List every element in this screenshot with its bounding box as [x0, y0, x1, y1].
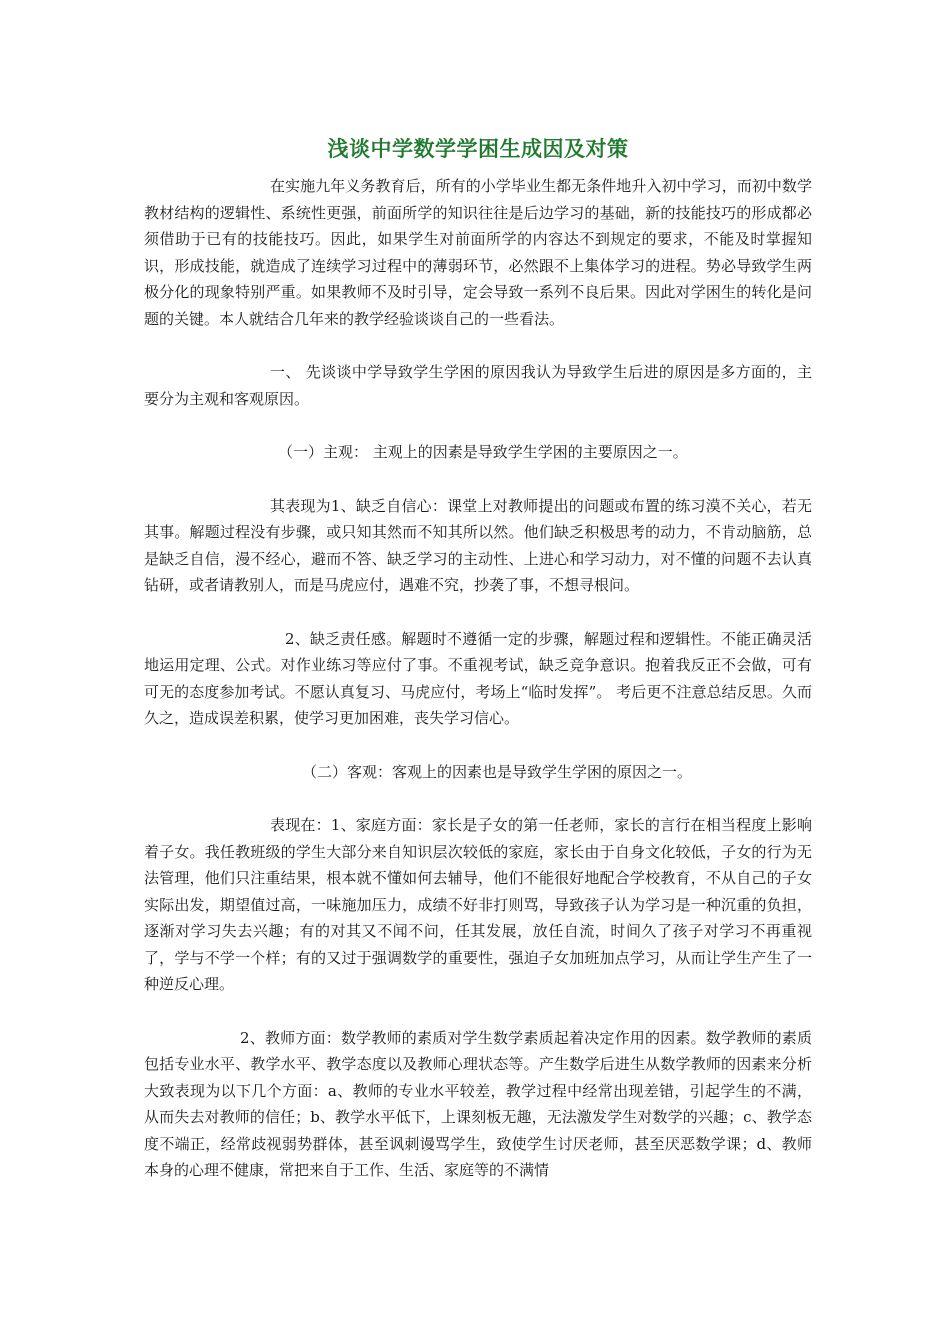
spacer: [144, 732, 812, 759]
document-page: [144, 134, 812, 1184]
spacer: [144, 412, 812, 439]
subjective-point-one: 其表现为1、缺乏自信心：课堂上对教师提出的问题或布置的练习漠不关心，若无其事。解题过程没有步骤，或只知其然而不知其所以然。他们缺乏积极思考的动力，不肯动脑筋，总是缺乏自信，漫不经心，避而不答、缺乏学习的主动性、上进心和学习动力，对不懂的问题不去认真钻研，或者请教别人，而是马虎应付，遇难不究，抄袭了事，不想寻根问。: [144, 496, 812, 594]
objective-point-one: 表现在：1、家庭方面：家长是子女的第一任老师，家长的言行在相当程度上影响着子女。我任教班级的学生大部分来自知识层次较低的家庭，家长由于自身文化较低，子女的行为无法管理，他们只注重结果，根本就不懂如何去辅导，他们不能很好地配合学校教育，不从自己的子女实际出发，期望值过高，一味施加压力，成绩不好非打则骂，导致孩子认为学习是一种沉重的负担，逐渐对学习失去兴趣；有的对其又不闻不问，任其发展，放任自流，时间久了孩子对学习不再重视了，学与不学一个样；有的又过于强调数学的重要性，强迫子女加班加点学习，从而让学生产生了一种逆反心理。: [144, 816, 812, 993]
objective-heading: （二）客观：客观上的因素也是导致学生学困的原因之一。: [302, 762, 693, 781]
document-title: 浅谈中学数学学困生成因及对策: [327, 137, 629, 161]
spacer: [144, 785, 812, 812]
section-one-paragraph: 一、 先谈谈中学导致学生学困的原因我认为导致学生后进的原因是多方面的，主要分为主观和客观原因。: [144, 363, 812, 408]
spacer: [144, 466, 812, 493]
spacer: [144, 599, 812, 626]
spacer: [144, 332, 812, 359]
objective-point-two: 2、教师方面：数学教师的素质对学生数学素质起着决定作用的因素。数学教师的素质包括专业水平、教学水平、教学态度以及教师心理状态等。产生数学后进生从数学教师的因素来分析大致表现为以下几个方面：a、教师的专业水平较差，教学过程中经常出现差错，引起学生的不满，从而失去对教师的信任；b、教学水平低下，上课刻板无趣，无法激发学生对数学的兴趣；c、教学态度不端正，经常歧视弱势群体，甚至讽刺谩骂学生，致使学生讨厌老师，甚至厌恶数学课；d、教师本身的心理不健康，常把来自于工作、生活、家庭等的不满情: [144, 1028, 812, 1179]
intro-paragraph: 在实施九年义务教育后，所有的小学毕业生都无条件地升入初中学习，而初中数学教材结构的逻辑性、系统性更强，前面所学的知识往往是后边学习的基础，新的技能技巧的形成都必须借助于已有的技能技巧。因此，如果学生对前面所学的内容达不到规定的要求，不能及时掌握知识，形成技能，就造成了连续学习过程中的薄弱环节，必然跟不上集体学习的进程。势必导致学生两极分化的现象特别严重。如果教师不及时引导，定会导致一系列不良后果。因此对学困生的转化是问题的关键。本人就结合几年来的教学经验谈谈自己的一些看法。: [144, 177, 812, 328]
subjective-heading: （一）主观： 主观上的因素是导致学生学困的主要原因之一。: [278, 443, 688, 461]
spacer: [144, 998, 812, 1025]
subjective-point-two: 2、缺乏责任感。解题时不遵循一定的步骤，解题过程和逻辑性。不能正确灵活地运用定理、公式。对作业练习等应付了事。不重视考试，缺乏竞争意识。抱着我反正不会做，可有可无的态度参加考试。不愿认真复习、马虎应付，考场上“临时发挥”。 考后更不注意总结反思。久而久之，造成误差积累，使学习更加困难，丧失学习信心。: [144, 629, 812, 727]
